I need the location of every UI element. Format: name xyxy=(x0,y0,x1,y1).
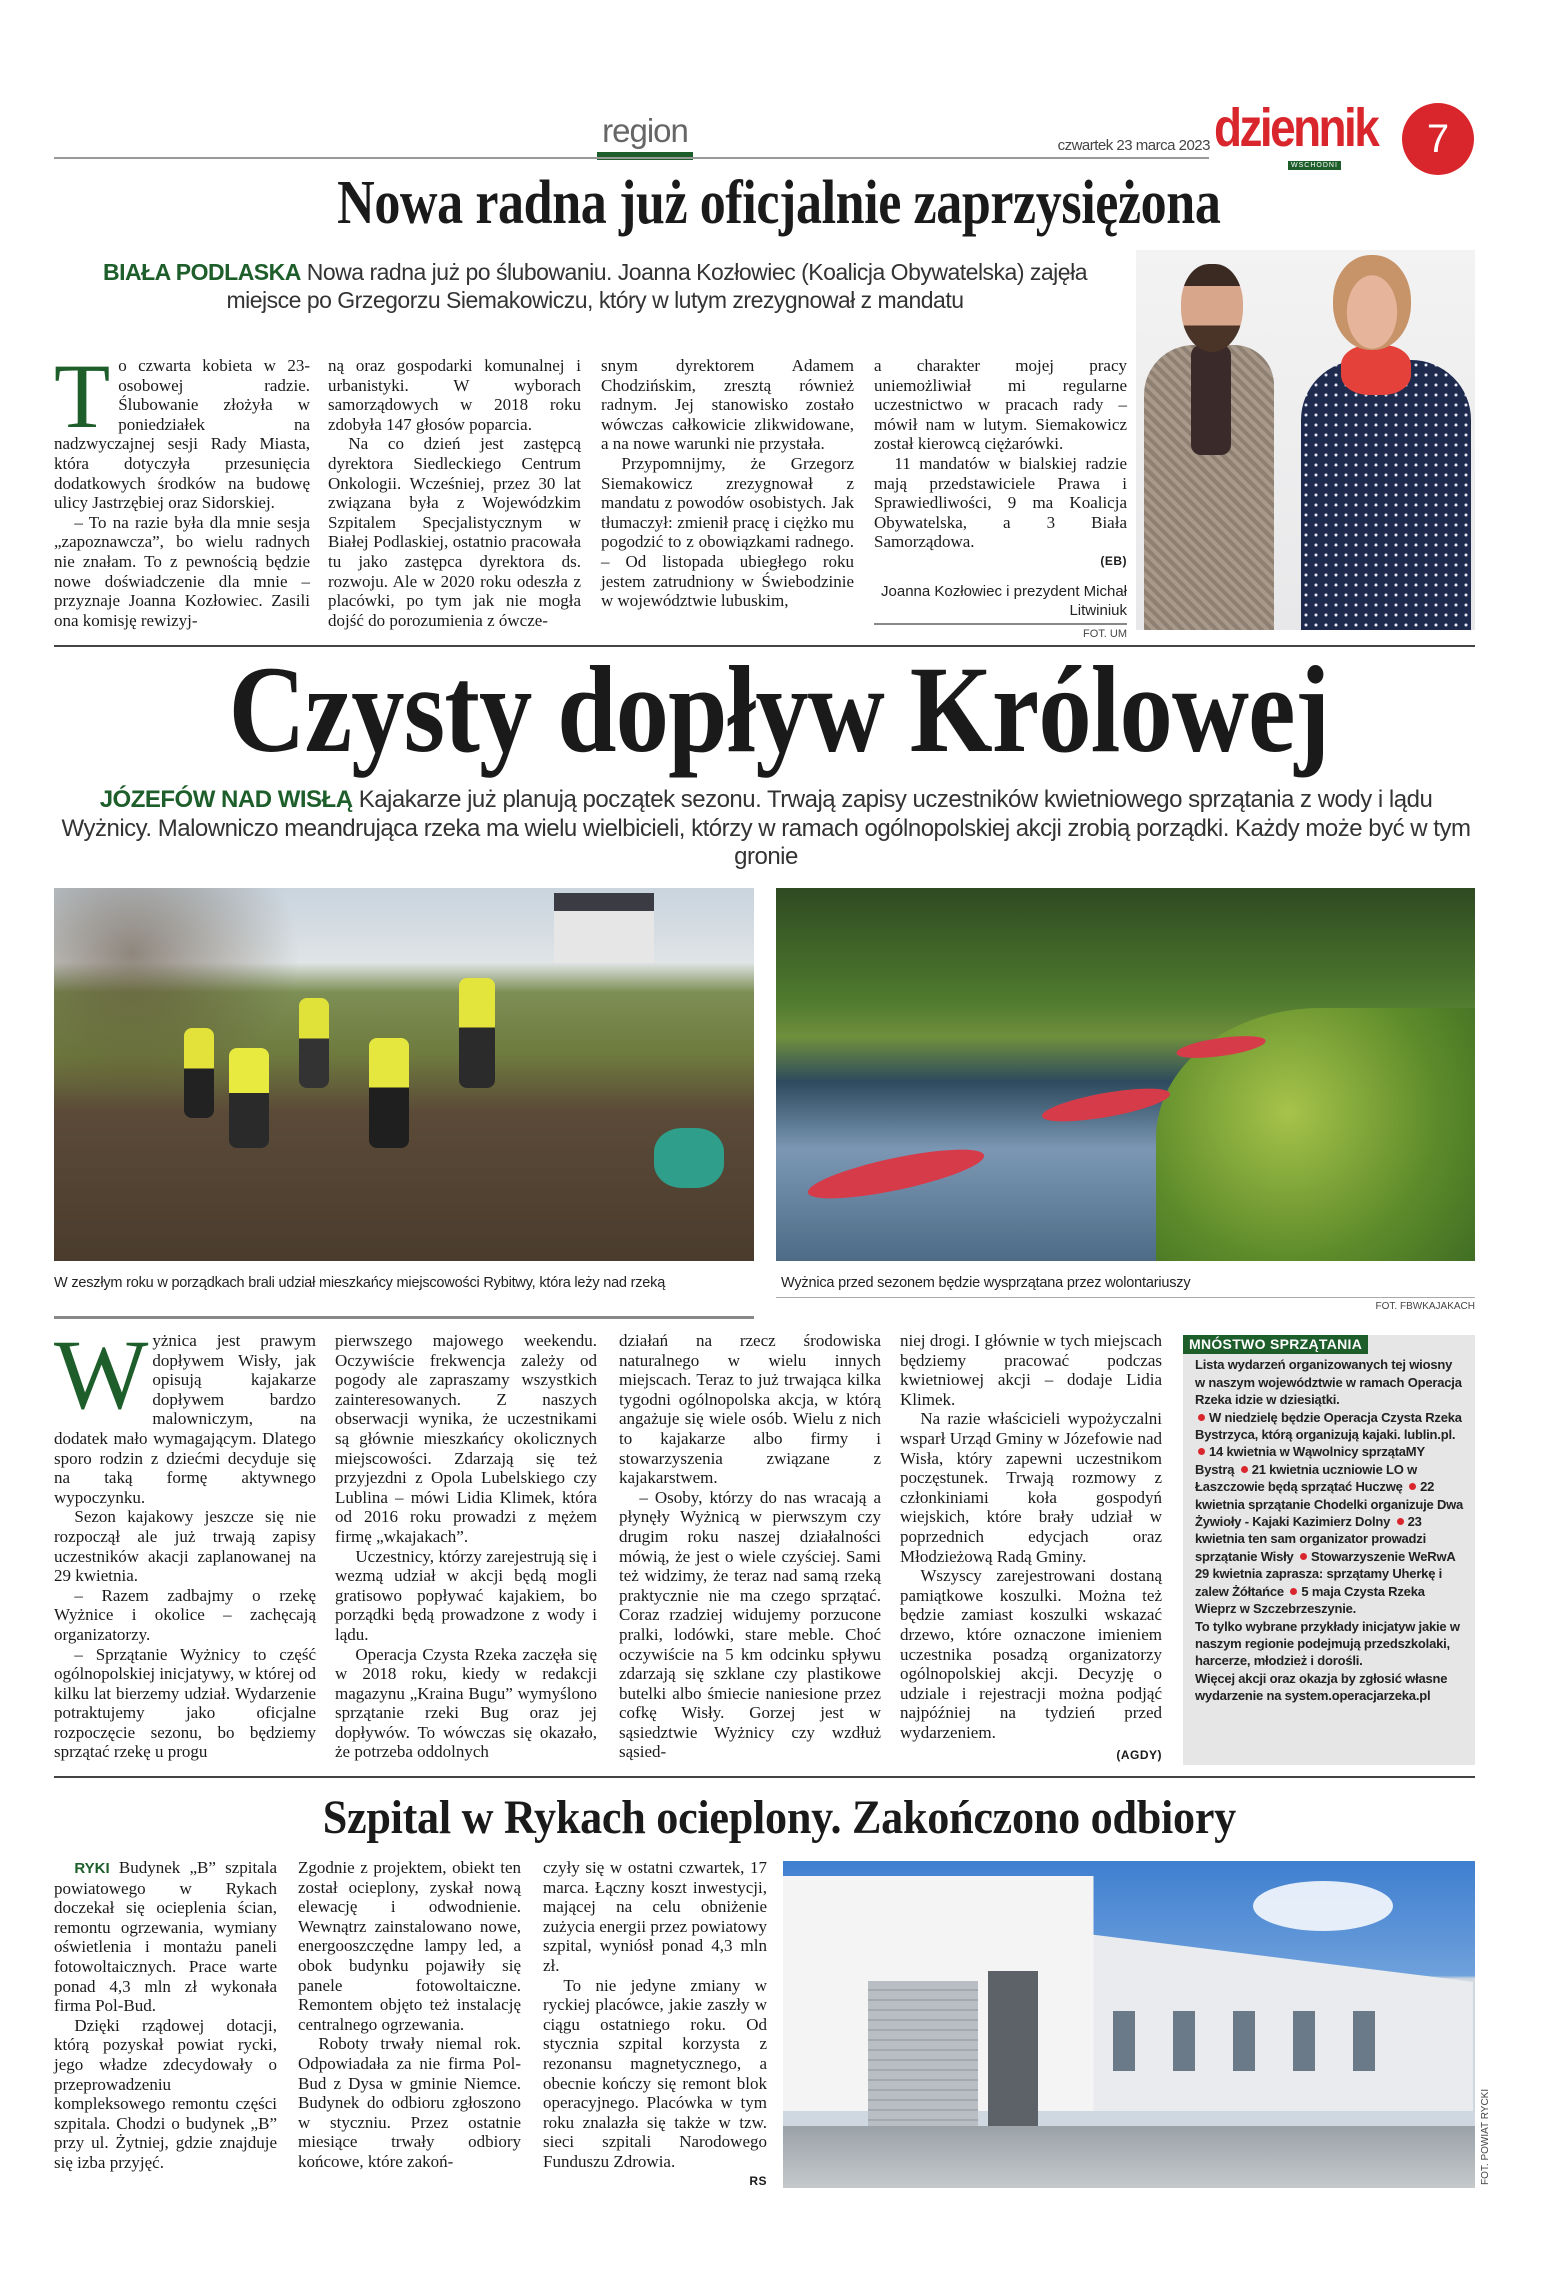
sidebar-intro: Lista wydarzeń organizowanych tej wiosny w naszym województwie w ramach Operacja Rzeka idzie w dziesiątki. xyxy=(1195,1357,1462,1408)
photo-credit: FOT. FBWKAJAKACH xyxy=(1375,1301,1475,1312)
caption-rule xyxy=(776,1297,1475,1298)
article1-column-3 xyxy=(601,356,854,611)
sidebar-item: 14 kwietnia w Wąwolnicy sprzątaMY Bystrą xyxy=(1195,1444,1425,1477)
author-signature: (EB) xyxy=(1100,553,1127,568)
pavement xyxy=(783,2126,1475,2188)
paragraph: To nie jedyne zmiany w ryckiej placówce, jakie zaszły w ciągu ostatniego roku. Od stycznia szpital korzysta z rezonansu magnetycznego, a obecnie kończy się remont blok operacyjnego. Placówka w tym roku znalazła się także w tzw. sieci szpitali Narodowego Funduszu Zdrowia. xyxy=(543,1975,767,2171)
sidebar-item: W niedzielę będzie Operacja Czysta Rzeka Bystrzyca, którą organizują kajaki. lublin.pl. xyxy=(1195,1409,1462,1443)
photo-credit: FOT. UM xyxy=(874,623,1127,641)
sidebar-title: MNÓSTWO SPRZĄTANIA xyxy=(1183,1335,1368,1354)
lead-text: Nowa radna już po ślubowaniu. Joanna Kozłowiec (Koalicja Obywatelska) zajęła miejsce po Grzegorzu Siemakowiczu, który w lutym zrezygnował z mandatu xyxy=(226,259,1087,313)
article2-column-2 xyxy=(335,1331,597,1762)
paragraph: czyły się w ostatni czwartek, 17 marca. Łączny koszt inwestycji, mającej na celu obniżenie zużycia energii przez powiatowy szpital, wyniósł ponad 4,3 mln zł. xyxy=(543,1858,767,1975)
paragraph: ną oraz gospodarki komunalnej i urbanistyki. W wyborach samorządowych w 2018 roku zdobyła 147 głosów poparcia. xyxy=(328,356,581,434)
portrait-photo xyxy=(1136,250,1475,630)
drop-cap: W xyxy=(54,1319,149,1430)
paragraph: Operacja Czysta Rzeka zaczęła się w 2018 roku, kiedy w redakcji magazynu „Kraina Bugu” wymyślono sprzątanie rzeki Bug oraz jej dopływów. To wówczas się okazało, że potrzeba oddolnych xyxy=(335,1644,597,1762)
volunteer xyxy=(184,1028,214,1118)
paragraph: – To na razie była dla mnie sesja „zapoznawcza”, bo wielu radnych nie znałam. To z pewnością będzie nowe doświadczenie dla mnie – przyznaje Joanna Kozłowiec. Zasili ona komisję rewizyj- xyxy=(54,512,310,630)
paragraph: działań na rzecz środowiska naturalnego w wielu innych miejscach. Teraz to już trwająca kilka tygodni ogólnopolska akcja, w którą angażuje się wiele osób. Wielu z nich to kajakarze albo firmy i stowarzyszenia związane z kajakarstwem. xyxy=(619,1331,881,1488)
photo2-caption: Wyżnica przed sezonem będzie wysprzątana przez wolontariuszy xyxy=(781,1275,1191,1291)
paragraph: o czwarta kobieta w 23-osobowej radzie. Ślubowanie złożyła w poniedziałek na nadzwyczajnej sesji Rady Miasta, która dotyczyła przesunięcia dodatkowych środków na budowę ulicy Jastrzębiej oraz Sidorskiej. xyxy=(54,356,310,513)
bullet-icon xyxy=(1241,1466,1248,1473)
article2-column-4 xyxy=(900,1331,1162,1766)
volunteer xyxy=(299,998,329,1088)
woman-scarf xyxy=(1341,345,1411,395)
paragraph: a charakter mojej pracy uniemożliwiał mi regularne uczestnictwo w pracach rady – mówił nam w lutym. Siemakowicz został kierowcą ciężarówki. xyxy=(874,356,1127,454)
paragraph: Roboty trwały niemal rok. Odpowiadała za nie firma Pol-Bud z Dysa w gminie Niemce. Budynek do odbioru zgłoszono w styczniu. Przez ostatnie miesiące trwały odbiory końcowe, które zakoń- xyxy=(298,2034,521,2171)
article1-column-4 xyxy=(874,356,1127,641)
author-signature: (AGDY) xyxy=(1116,1748,1162,1763)
paragraph: – Sprzątanie Wyżnicy to część ogólnopolskiej inicjatywy, w której od kilku lat bierzemy udział. Wydarzenie potraktujemy jako oficjalne rozpoczęcie sezonu, bo będziemy sprzątać rzekę u progu xyxy=(54,1644,316,1762)
sidebar-item: Stowarzyszenie WeRwA 29 kwietnia zaprasza: sprzątamy Uherkę i zalew Żółtańce xyxy=(1195,1548,1456,1599)
kayaks-photo xyxy=(776,888,1475,1261)
paragraph: Sezon kajakowy jeszcze się nie rozpoczął ale już trwają zapisy uczestników akacji zaplanowanej na 29 kwietnia. xyxy=(54,1507,316,1586)
article1-column-2 xyxy=(328,356,581,630)
paragraph: – Osoby, którzy do nas wracają a płynęły Wyżnicą w pierwszym czy drugim roku naszej działalności mówią, że jest o wiele czyściej. Sami też widzimy, że teraz nad samą rzeką praktycznie nie ma czego sprzątać. Coraz rzadziej widujemy porzucone pralki, lodówki, stare meble. Choć oczywiście na 5 km odcinku spływu zdarzają się szklane czy plastikowe butelki albo śmiecie naniesione przez cofkę Wisły. Gorzej jest w sąsiedztwie Wyżnicy czy wzdłuż sąsied- xyxy=(619,1487,881,1762)
article3-column-2 xyxy=(298,1858,521,2172)
paragraph: Budynek „B” szpitala powiatowego w Rykach doczekał się ocieplenia ścian, remontu ogrzewania, wymiany oświetlenia i montażu paneli fotowoltaicznych. Prace warte ponad 4,3 mln zł wykonała firma Pol-Bud. xyxy=(54,1858,277,2016)
cleanup-photo xyxy=(54,888,754,1261)
sidebar-outro: Więcej akcji oraz okazja by zgłosić własne wydarzenie na system.operacjarzeka.pl xyxy=(1195,1670,1448,1704)
header-rule xyxy=(54,157,1209,159)
sidebar-item: 22 kwietnia sprzątanie Chodelki organizuje Dwa Żywioły - Kajaki Kazimierz Dolny xyxy=(1195,1479,1464,1530)
cloud xyxy=(1253,1881,1393,1931)
volunteer xyxy=(369,1038,409,1148)
logo-text: dziennik xyxy=(1214,98,1378,158)
paragraph: 11 mandatów w bialskiej radzie mają przedstawiciele Prawa i Sprawiedliwości, 9 ma Koalicja Obywatelska, a 3 Biała Samorządowa. xyxy=(874,453,1127,552)
lead-location: JÓZEFÓW NAD WISŁĄ xyxy=(99,786,353,813)
paragraph: Na razie właścicieli wypożyczalni wsparł Urząd Gminy w Józefowie nad Wisła, który zapewni uczestnikom poczęstunek. Trwają rozmowy z członkiniami koła gospodyń wiejskich, które brały udział w poprzednich edycjach oraz Młodzieżową Radą Gminy. xyxy=(900,1409,1162,1566)
bullet-icon xyxy=(1300,1553,1307,1560)
sidebar-item: 23 kwietnia ten sam organizator prowadzi sprzątanie Wisły xyxy=(1195,1514,1426,1564)
paragraph: Przypomnijmy, że Grzegorz Siemakowicz zrezygnował z mandatu z powodów osobistych. Jak tłumaczył: zmienił pracę i ciężko mu pogodzić to z obowiązkami radnego. – Od listopada ubiegłego roku jestem zatrudniony w Świebodzinie w województwie lubuskim, xyxy=(601,453,854,611)
logo-subtitle: WSCHODNI xyxy=(1288,161,1341,170)
paragraph: pierwszego majowego weekendu. Oczywiście frekwencja zależy od pogody ale zapraszamy wszystkich zainteresowanych. Z naszych obserwacji wynika, że uczestnikami są głównie mieszkańcy okolicznych miejscowości. Zdarzają się też przyjezdni z Opola Lubelskiego czy Lublina – mówi Lidia Klimek, która od 2016 roku prowadzi z mężem firmę „wkajakach”. xyxy=(335,1331,597,1546)
article1-lead xyxy=(100,258,1090,314)
photo-credit: FOT. POWIAT RYCKI xyxy=(1480,2088,1491,2185)
hospital-building-photo xyxy=(783,1861,1475,2188)
paragraph: Uczestnicy, którzy zarejestrują się i wezmą udział w akcji będą mogli gratisowo popływać kajakiem, bo porządki będą prowadzone z wody i lądu. xyxy=(335,1546,597,1644)
lead-text: Kajakarze już planują początek sezonu. Trwają zapisy uczestników kwietniowego sprzątania z wody i lądu Wyżnicy. Malowniczo meandrująca rzeka ma wielu wielbicieli, którzy w ramach ogólnopolskiej akcji zrobią porządki. Każdy może być w tym gronie xyxy=(61,786,1471,870)
sidebar-item: 21 kwietnia uczniowie LO w Łaszczowie będą sprzątać Huczwę xyxy=(1195,1461,1417,1495)
paragraph: niej drogi. I głównie w tych miejscach będziemy pracować podczas kwietniowej akcji – dodaje Lidia Klimek. xyxy=(900,1331,1162,1409)
lead-location: RYKI xyxy=(74,1860,110,1877)
photo1-caption: W zeszłym roku w porządkach brali udział mieszkańcy miejscowości Rybitwy, która leży nad rzeką xyxy=(54,1275,666,1291)
section-label: region xyxy=(602,112,688,149)
woman-figure xyxy=(1301,360,1471,630)
sidebar-body xyxy=(1183,1354,1475,1704)
paragraph: yżnica jest prawym dopływem Wisły, jak opisują kajakarze dopływem bardzo malowniczym, na dodatek mało wymagającym. Dlatego sporo rodzin z dziećmi decyduje się na taką formę aktywnego wypoczynku. xyxy=(54,1331,316,1507)
newspaper-logo xyxy=(1214,98,1394,172)
paragraph: Dzięki rządowej dotacji, którą pozyskał powiat rycki, jego władze zdecydowały o przeprowadzeniu kompleksowego remontu części szpitala. Chodzi o budynek „B” przy ul. Żytniej, gdzie znajduje się izba przyjęć. xyxy=(54,2015,277,2172)
bullet-icon xyxy=(1198,1448,1205,1455)
caption-rule xyxy=(54,1316,754,1319)
lead-location: BIAŁA PODLASKA xyxy=(103,259,301,285)
bullet-icon xyxy=(1198,1414,1205,1421)
kayak xyxy=(1040,1082,1172,1128)
article3-column-1 xyxy=(54,1858,277,2173)
issue-date: czwartek 23 marca 2023 xyxy=(1057,137,1210,154)
entrance-door xyxy=(988,1971,1038,2131)
sidebar-outro: To tylko wybrane przykłady inicjatyw jakie w naszym regionie podejmują przedszkolaki, harcerze, młodzież i dorośli. xyxy=(1195,1618,1460,1669)
bullet-icon xyxy=(1290,1588,1297,1595)
man-head xyxy=(1181,264,1243,352)
page-number-badge: 7 xyxy=(1402,103,1474,175)
volunteer xyxy=(459,978,495,1088)
windows xyxy=(1113,2011,1393,2071)
article2-lead xyxy=(56,786,1476,872)
house xyxy=(554,893,654,963)
article2-column-1 xyxy=(54,1319,316,1762)
drop-cap: T xyxy=(54,345,111,447)
article1-column-1 xyxy=(54,345,310,630)
events-sidebar xyxy=(1183,1335,1475,1765)
author-signature: RS xyxy=(749,2173,767,2188)
bullet-icon xyxy=(1409,1483,1416,1490)
article1-headline: Nowa radna już oficjalnie zaprzysiężona xyxy=(337,169,1221,237)
garage-door xyxy=(868,1981,978,2131)
bullet-icon xyxy=(1397,1518,1404,1525)
photo-caption: Joanna Kozłowiec i prezydent Michał Litwiniuk xyxy=(881,582,1127,619)
trash-bag xyxy=(654,1128,724,1188)
article3-headline: Szpital w Rykach ocieplony. Zakończono odbiory xyxy=(322,1791,1236,1844)
paragraph: Wszyscy zarejestrowani dostaną pamiątkowe koszulki. Można też będzie zamiast koszulki wskazać drzewo, które oznaczone imieniem uczestnika posadzą organizatorzy ogólnopolskiej akcji. Decyzję o udziale i rejestracji można podjąć najpóźniej na tydzień przed wydarzeniem. xyxy=(900,1566,1162,1742)
man-sweater xyxy=(1191,345,1231,455)
woman-head xyxy=(1333,255,1411,350)
paragraph: Zgodnie z projektem, obiekt ten został ocieplony, zyskał nową elewację i odwodnienie. Wewnątrz zainstalowano nowe, energooszczędne lampy led, a obok budynku pojawiły się panele fotowoltaiczne. Remontem objęto też instalację centralnego ogrzewania. xyxy=(298,1858,521,2034)
section-divider xyxy=(54,1776,1475,1778)
article2-column-3 xyxy=(619,1331,881,1762)
volunteer xyxy=(229,1048,269,1148)
paragraph: Na co dzień jest zastępcą dyrektora Siedleckiego Centrum Onkologii. Wcześniej, przez 30 lat związana była z Wojewódzkim Szpitalem Specjalistycznym w Białej Podlaskiej, ostatnio pracowała tu jako zastępca dyrektora ds. rozwoju. Ale w 2020 roku odeszła z placówki, po tym jak nie mogła dojść do porozumienia z ówcze- xyxy=(328,434,581,630)
paragraph: – Razem zadbajmy o rzekę Wyżnice i okolice – zachęcają organizatorzy. xyxy=(54,1585,316,1644)
kayak xyxy=(805,1140,988,1209)
article3-column-3 xyxy=(543,1858,767,2191)
sidebar-item: 5 maja Czysta Rzeka Wieprz w Szczebrzeszynie. xyxy=(1195,1583,1425,1617)
article2-headline: Czysty dopływ Królowej xyxy=(228,641,1330,778)
paragraph: snym dyrektorem Adamem Chodzińskim, zresztą również radnym. Jej stanowisko zostało wówczas całkowicie zlikwidowane, a na nowe warunki nie przystała. xyxy=(601,356,854,454)
